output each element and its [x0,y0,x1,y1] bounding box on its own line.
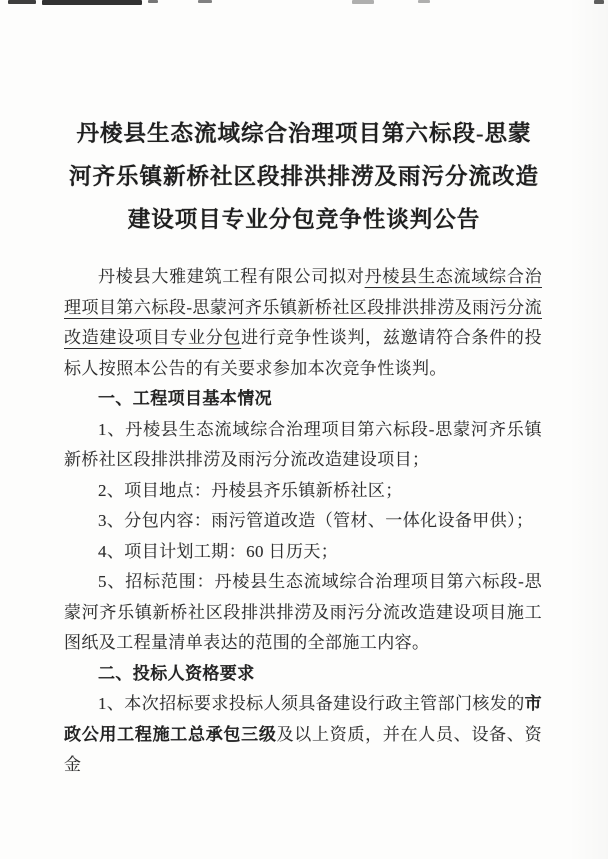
list-item-bidding-scope: 5、招标范围：丹棱县生态流域综合治理项目第六标段-思蒙河齐乐镇新桥社区段排洪排涝及雨污分流改造建设项目施工图纸及工程量清单表达的范围的全部施工内容。 [64,572,542,652]
qualification-grade-bold: 市政公用工程施工总承包三级 [64,694,542,744]
document-title [0,0,608,241]
list-item-qualification-requirement [64,689,542,781]
document-body [0,241,608,781]
intro-text-post: 进行竞争性谈判，兹邀请符合条件的投标人按照本公告的有关要求参加本次竞争性谈判。 [64,328,542,378]
intro-text-pre: 丹棱县大雅建筑工程有限公司拟对 [98,267,365,286]
section1-heading: 一、工程项目基本情况 [98,389,272,408]
scan-artifact [418,0,430,3]
scan-artifact [352,0,374,4]
scan-artifact [594,0,604,4]
scan-artifact [148,0,158,3]
qualification-text-post: 及以上资质，并在人员、设备、资金 [64,724,542,774]
underlined-project-name: 丹棱县生态流域综合治理项目第六标段-思蒙河齐乐镇新桥社区段排洪排涝及雨污分流改造建设项目专业分包 [64,267,542,347]
document-title-line: 河齐乐镇新桥社区段排洪排涝及雨污分流改造 [68,164,539,189]
document-title-line: 丹棱县生态流域综合治理项目第六标段-思蒙 [76,121,532,146]
list-item-project-name: 1、丹棱县生态流域综合治理项目第六标段-思蒙河齐乐镇新桥社区段排洪排涝及雨污分流改造建设项目； [64,419,542,469]
list-item-project-location: 2、项目地点：丹棱县齐乐镇新桥社区； [98,480,403,500]
scan-artifact [198,0,212,3]
list-item-subcontract-content: 3、分包内容：雨污管道改造（管材、一体化设备甲供）； [98,511,534,530]
list-item-planned-duration: 4、项目计划工期：60 日历天； [98,541,339,561]
section2-heading: 二、投标人资格要求 [98,663,255,683]
document-title-line: 建设项目专业分包竞争性谈判公告 [127,207,481,232]
intro-paragraph [64,262,542,384]
scan-artifact [8,0,36,4]
qualification-text-pre: 1、本次招标要求投标人须具备建设行政主管部门核发的 [98,694,525,713]
scan-artifact [42,0,142,5]
